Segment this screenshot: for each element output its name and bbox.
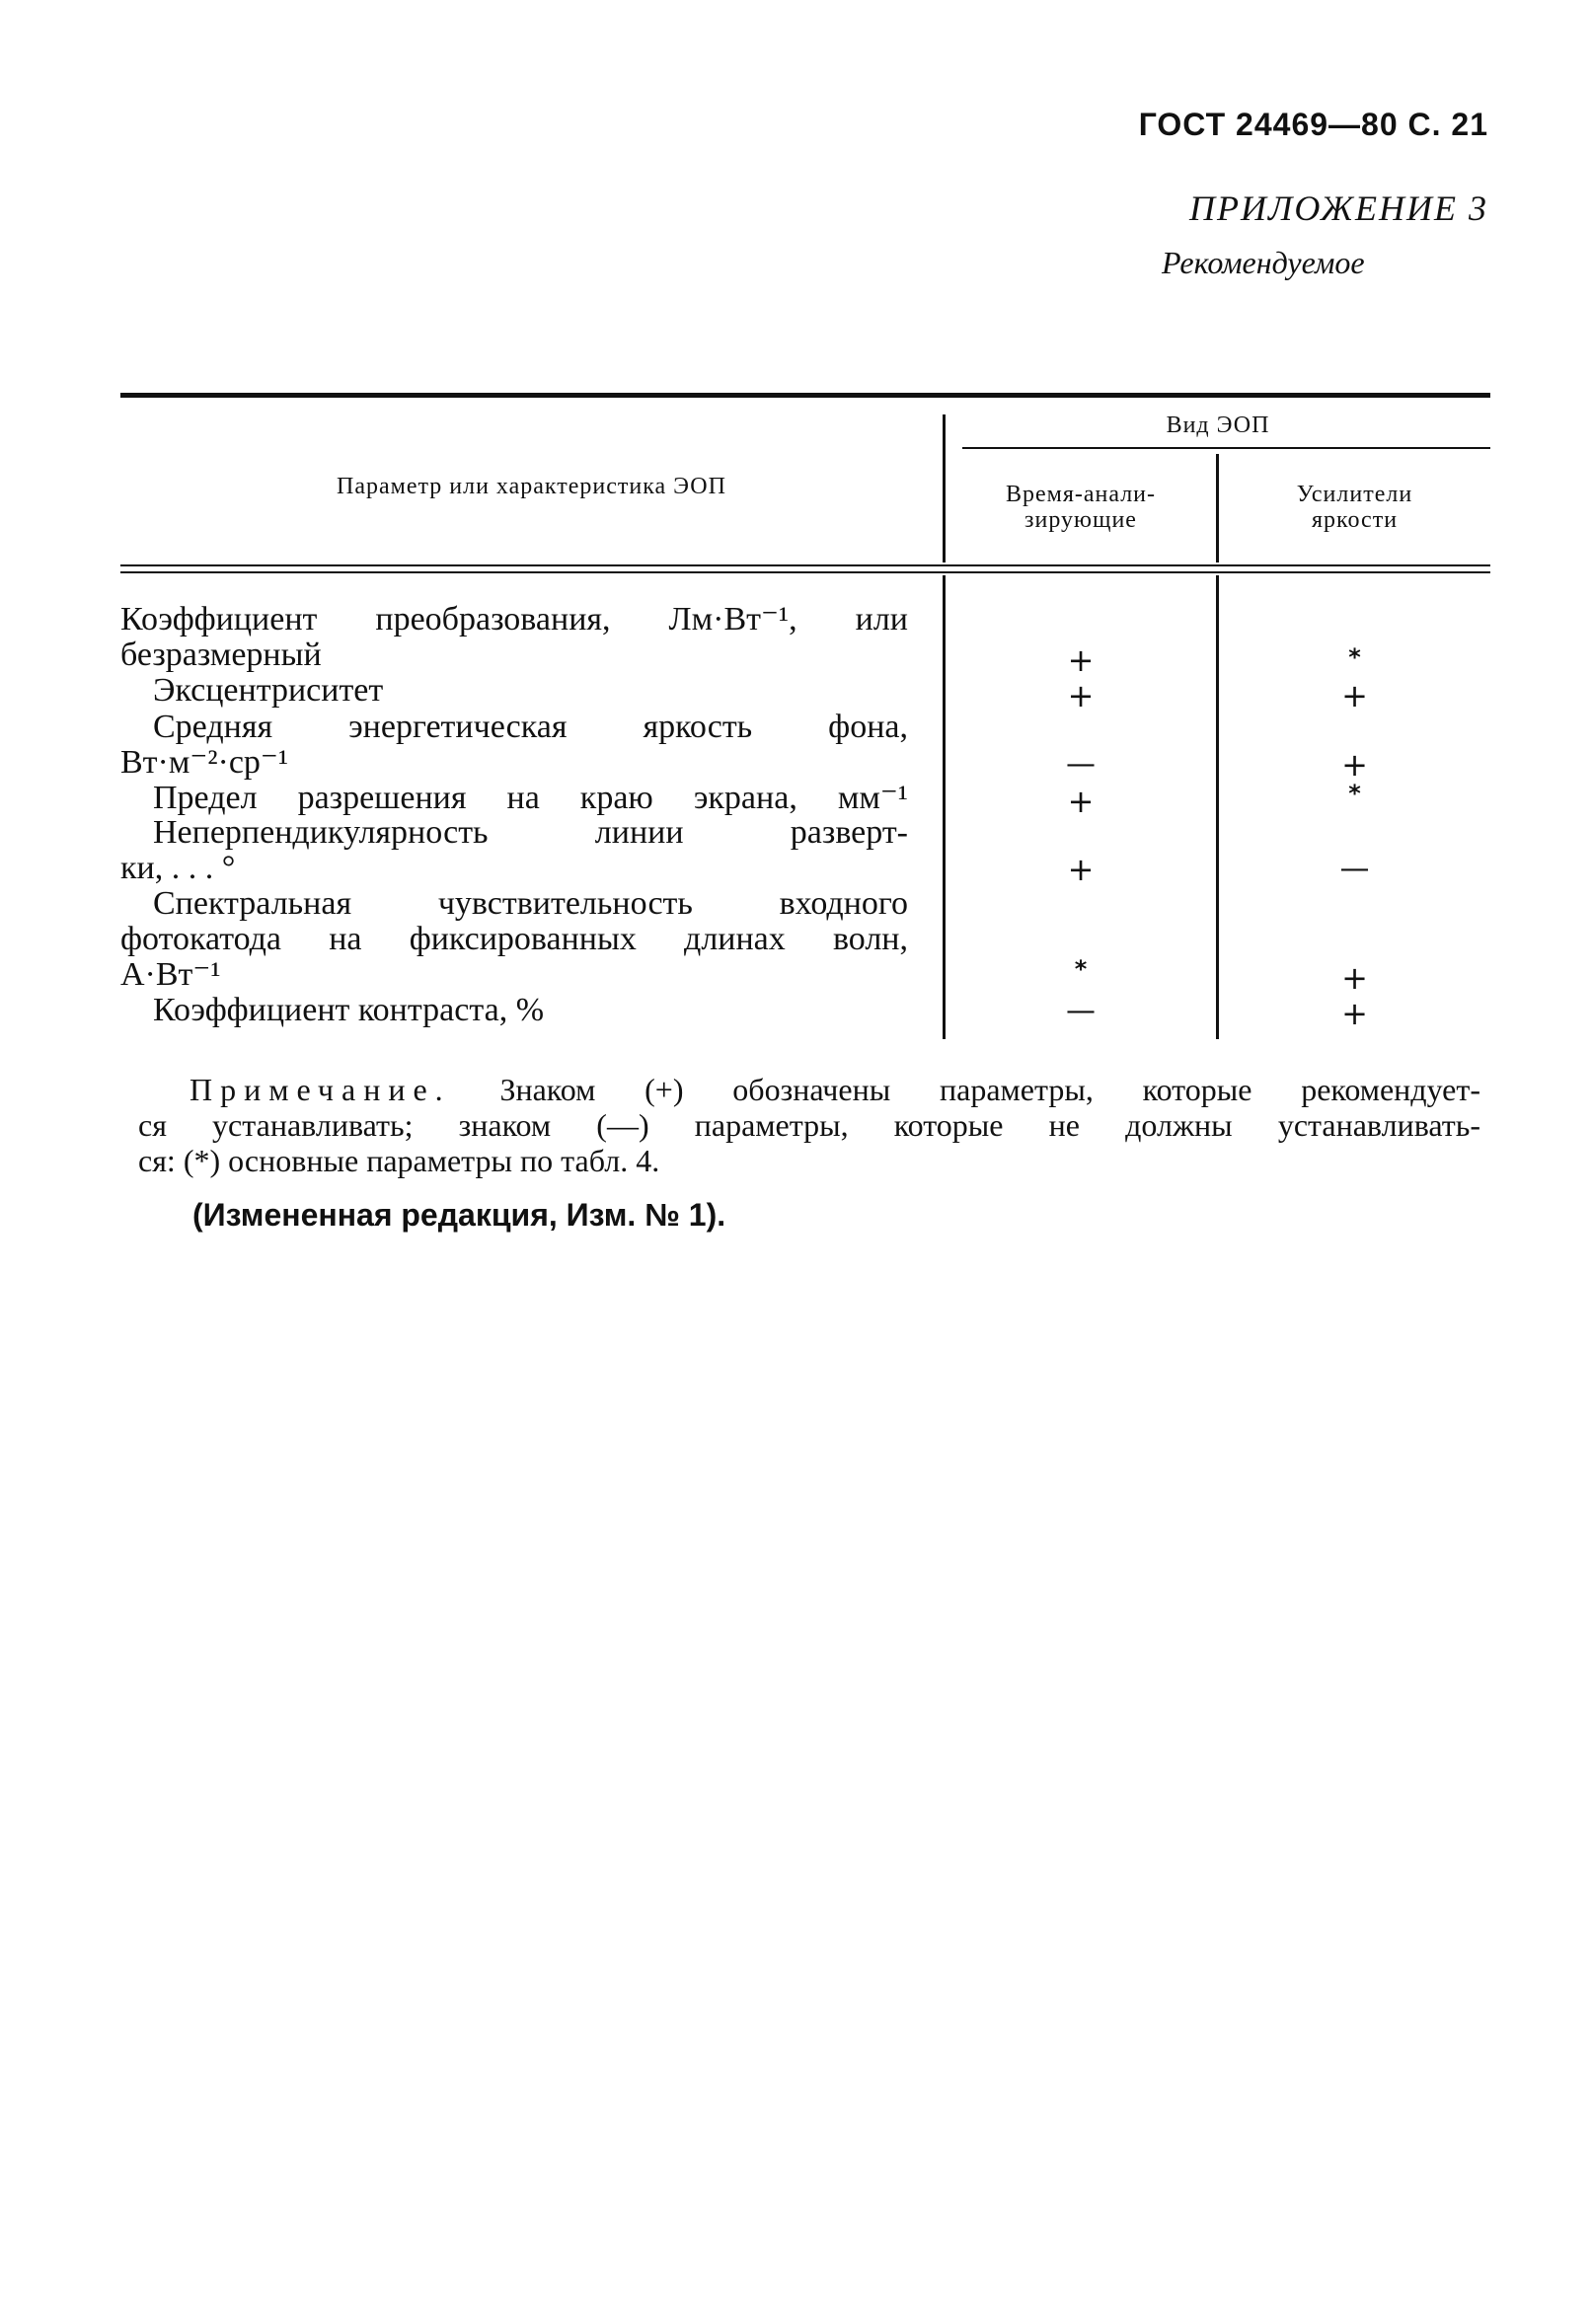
note-line: ся: (*) основные параметры по табл. 4.	[138, 1143, 660, 1178]
table-cell-parameter: Неперпендикулярность линии разверт-	[153, 814, 908, 851]
table-cell-bright: *	[1348, 780, 1361, 807]
table-cell-bright: +	[1341, 959, 1368, 997]
header-line: яркости	[1311, 507, 1399, 533]
note-label: Примечание.	[190, 1072, 451, 1107]
table-top-rule	[120, 393, 1490, 398]
table-cell-bright: +	[1341, 995, 1368, 1032]
table-cell-parameter: безразмерный	[120, 637, 322, 673]
header-line: Время-анали-	[1005, 482, 1157, 507]
table-cell-parameter: А·Вт⁻¹	[120, 956, 221, 993]
note-line	[138, 1072, 1480, 1107]
table-cell-parameter: Предел разрешения на краю экрана, мм⁻¹	[153, 780, 908, 816]
table-cell-parameter: фотокатода на фиксированных длинах волн,	[120, 921, 908, 957]
table-cell-time: +	[1067, 783, 1095, 820]
group-header-rule	[962, 447, 1490, 449]
table-cell-time: —	[1066, 747, 1096, 782]
table-cell-parameter: Коэффициент преобразования, Лм·Вт⁻¹, или	[120, 601, 908, 637]
table-cell-time: *	[1074, 955, 1088, 983]
table-cell-parameter: Эксцентриситет	[153, 672, 384, 709]
table-cell-parameter: Коэффициент контраста, %	[153, 992, 545, 1028]
header-bottom-rule	[120, 564, 1490, 566]
table-cell-parameter: Спектральная чувствительность входного	[153, 885, 908, 922]
note-text: Знаком (+) обозначены параметры, которые рекомендует-	[499, 1072, 1481, 1107]
table-cell-bright: *	[1348, 643, 1361, 671]
column-group-header: Вид ЭОП	[1166, 412, 1270, 438]
table-cell-time: —	[1066, 994, 1096, 1028]
table-cell-time: +	[1067, 851, 1095, 888]
table-cell-parameter: ки, . . . °	[120, 850, 236, 886]
column-header-brightness-amplifiers	[1219, 482, 1490, 533]
appendix-title: ПРИЛОЖЕНИЕ 3	[1189, 188, 1488, 228]
header-bottom-rule-double	[120, 571, 1490, 573]
table-cell-time: +	[1067, 641, 1095, 679]
table-cell-parameter: Вт·м⁻²·ср⁻¹	[120, 744, 289, 781]
table-cell-time: +	[1067, 677, 1095, 714]
note-line: ся устанавливать; знаком (—) параметры, которые не должны устанавливать-	[138, 1107, 1480, 1143]
header-line: Усилители	[1296, 482, 1413, 507]
change-notice: (Измененная редакция, Изм. № 1).	[192, 1197, 726, 1233]
table-cell-bright: +	[1341, 746, 1368, 784]
table-cell-parameter: Средняя энергетическая яркость фона,	[153, 709, 908, 745]
header-line: зирующие	[1024, 507, 1137, 533]
column-header-parameter: Параметр или характеристика ЭОП	[337, 474, 726, 499]
standard-reference: ГОСТ 24469—80 С. 21	[1138, 107, 1488, 142]
appendix-subtitle: Рекомендуемое	[1162, 245, 1365, 280]
table-cell-bright: —	[1339, 852, 1370, 886]
table-note	[138, 1072, 1480, 1178]
column-header-time-analyzing	[946, 482, 1216, 533]
table-cell-bright: +	[1341, 677, 1368, 714]
